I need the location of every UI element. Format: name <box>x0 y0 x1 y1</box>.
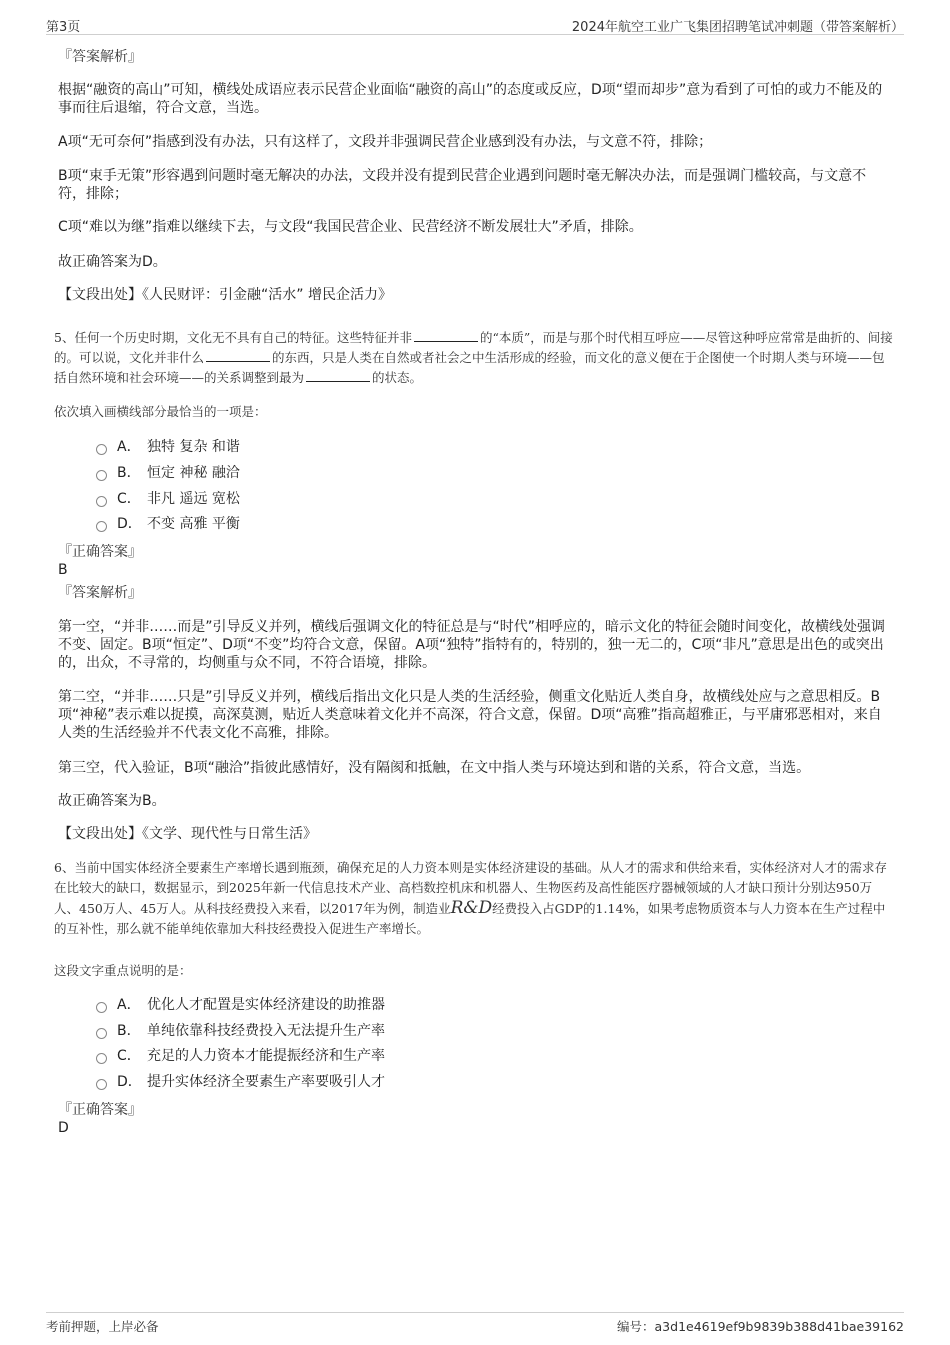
q6-stem: 6、当前中国实体经济全要素生产率增长遇到瓶颈，确保充足的人力资本则是实体经济建设的基础。从人才的需求和供给来看，实体经济对人才的需求存在比较大的缺口，数据显示，到2025年新一代信息技术产业、高档数控机床和机器人、生物医药及高性能医疗器械领域的人才缺口预计分别达950万人、450万人、45万人。从科技经费投入来看，以2017年为例，制造业R&D经费投入占GDP的1.14%，如果考虑物质资本与人力资本在生产过程中的互补性，那么就不能单纯依靠加大科技经费投入促进生产率增长。 <box>54 860 887 936</box>
q6-answer-value: D <box>58 1120 69 1136</box>
q6-option-c[interactable]: C． 充足的人力资本才能提振经济和生产率 <box>96 1046 385 1066</box>
document-id: 编号：a3d1e4619ef9b9839b388d41bae39162 <box>617 1319 904 1334</box>
q5-option-d[interactable]: D． 不变 高雅 平衡 <box>96 514 240 534</box>
q5-analysis-label: 『答案解析』 <box>58 585 142 601</box>
radio-icon[interactable] <box>96 444 107 455</box>
q6-prompt: 这段文字重点说明的是： <box>54 963 192 978</box>
fill-blank <box>306 369 370 382</box>
q5-analysis-p1: 第一空，“并非……而是”引导反义并列，横线后强调文化的特征总是与“时代”相呼应的，暗示文化的特征会随时间变化，故横线处强调不变、固定。B项“恒定”、D项“不变”均符合文意，保留。A项“独特”指特有的，特别的，独一无二的，C项“非凡”意思是出色的或突出的，出众，不寻常的，均侧重与众不同，不符合语境，排除。 <box>58 619 886 671</box>
q4-conclusion: 故正确答案为D。 <box>58 254 167 270</box>
q5-analysis-p3: 第三空，代入验证，B项“融洽”指彼此感情好，没有隔阂和抵触，在文中指人类与环境达到和谐的关系，符合文意，当选。 <box>58 760 811 776</box>
q4-source: 【文段出处】《人民财评：引金融“活水” 增民企活力》 <box>58 287 392 303</box>
q4-analysis-p4: C项“难以为继”指难以继续下去，与文段“我国民营企业、民营经济不断发展壮大”矛盾，排除。 <box>58 219 643 235</box>
page-footer <box>46 1312 904 1333</box>
q4-analysis-p2: A项“无可奈何”指感到没有办法，只有这样了，文段并非强调民营企业感到没有办法，与文意不符，排除； <box>58 134 713 150</box>
q5-answer-label: 『正确答案』 <box>58 544 142 560</box>
q6-answer-label: 『正确答案』 <box>58 1102 142 1118</box>
page-number: 第3页 <box>46 20 81 35</box>
q5-answer-value: B <box>58 562 68 578</box>
page-header <box>46 14 904 35</box>
fill-blank <box>206 349 270 362</box>
document-title: 2024年航空工业广飞集团招聘笔试冲刺题（带答案解析） <box>571 20 904 35</box>
q5-option-c[interactable]: C． 非凡 遥远 宽松 <box>96 489 240 509</box>
q4-analysis-p3: B项“束手无策”形容遇到问题时毫无解决的办法，文段并没有提到民营企业遇到问题时毫无解决办法，而是强调门槛较高，与文意不符，排除； <box>58 168 867 202</box>
radio-icon[interactable] <box>96 1079 107 1090</box>
radio-icon[interactable] <box>96 1053 107 1064</box>
q4-analysis-p1: 根据“融资的高山”可知，横线处成语应表示民营企业面临“融资的高山”的态度或反应，D项“望而却步”意为看到了可怕的或力不能及的事而往后退缩，符合文意，当选。 <box>58 82 883 116</box>
radio-icon[interactable] <box>96 470 107 481</box>
footer-slogan: 考前押题，上岸必备 <box>46 1319 159 1334</box>
q5-stem: 5、任何一个历史时期，文化无不具有自己的特征。这些特征并非 的“本质”，而是与那个时代相互呼应——尽管这种呼应常常是曲折的、间接的。可以说，文化并非什么 的东西，只是人类在自然或者社会之中生活形成的经验，而文化的意义便在于企图使一个时期人类与环境——包括自然环境和社会环境——的关系调整到最为 的状态。 <box>54 330 893 385</box>
fill-blank <box>414 329 478 342</box>
rd-formula: R&D <box>450 898 493 918</box>
q5-option-b[interactable]: B． 恒定 神秘 融洽 <box>96 463 240 483</box>
q5-option-a[interactable]: A． 独特 复杂 和谐 <box>96 437 240 457</box>
q5-source: 【文段出处】《文学、现代性与日常生活》 <box>58 826 317 842</box>
q6-option-b[interactable]: B． 单纯依靠科技经费投入无法提升生产率 <box>96 1021 385 1041</box>
q6-option-a[interactable]: A． 优化人才配置是实体经济建设的助推器 <box>96 995 385 1015</box>
q5-analysis-p2: 第二空，“并非……只是”引导反义并列，横线后指出文化只是人类的生活经验，侧重文化贴近人类自身，故横线处应与之意思相反。B项“神秘”表示难以捉摸，高深莫测，贴近人类意味着文化并不高深，符合文意，保留。D项“高雅”指高超雅正，与平庸邪恶相对，来自人类的生活经验并不代表文化不高雅，排除。 <box>58 689 882 741</box>
radio-icon[interactable] <box>96 1002 107 1013</box>
radio-icon[interactable] <box>96 496 107 507</box>
radio-icon[interactable] <box>96 1028 107 1039</box>
q6-option-d[interactable]: D． 提升实体经济全要素生产率要吸引人才 <box>96 1072 385 1092</box>
q5-conclusion: 故正确答案为B。 <box>58 793 166 809</box>
q5-prompt: 依次填入画横线部分最恰当的一项是： <box>54 404 267 419</box>
radio-icon[interactable] <box>96 521 107 532</box>
q4-analysis-label: 『答案解析』 <box>58 49 142 65</box>
